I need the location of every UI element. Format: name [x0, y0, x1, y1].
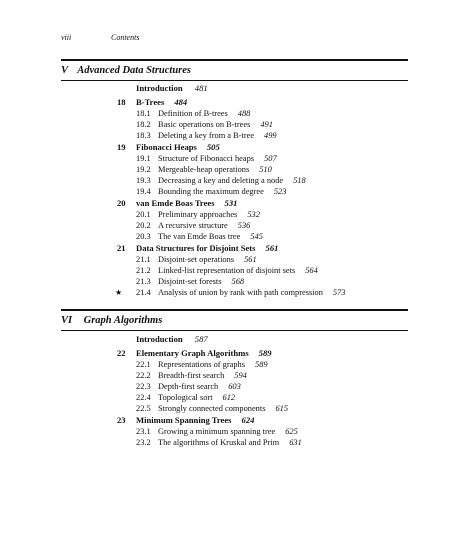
page-folio: viii — [61, 33, 72, 42]
chapter-number: 23 — [117, 415, 126, 425]
section-title: Strongly connected components — [158, 404, 266, 413]
chapter-title: Elementary Graph Algorithms — [136, 348, 249, 358]
section-page: 523 — [273, 187, 287, 196]
section-title: The van Emde Boas tree — [158, 232, 241, 241]
section-number: 21.1 — [136, 255, 151, 264]
section-entry[interactable] — [117, 254, 417, 265]
part-vi-numeral: VI — [61, 315, 73, 326]
section-page: 615 — [275, 404, 289, 413]
chapter-number: 22 — [117, 348, 126, 358]
section-number: 19.1 — [136, 154, 151, 163]
section-title: A recursive structure — [158, 221, 228, 230]
part-v-bottom-rule — [61, 80, 408, 81]
section-entry[interactable] — [117, 265, 417, 276]
section-entry[interactable] — [117, 426, 417, 437]
section-title: Disjoint-set forests — [158, 277, 222, 286]
section-entry[interactable] — [117, 108, 417, 119]
part-vi-title — [61, 315, 408, 326]
section-title: Linked-list representation of disjoint sets — [158, 266, 296, 275]
part-v-title — [61, 65, 408, 76]
section-page: 568 — [231, 277, 245, 286]
section-page: 625 — [285, 427, 298, 436]
section-number: 20.3 — [136, 232, 151, 241]
star-icon: ★ — [115, 288, 123, 297]
chapter-page: 624 — [241, 415, 255, 425]
chapter-heading[interactable] — [117, 414, 417, 426]
part-v-numeral: V — [61, 65, 69, 76]
chapter-title: Fibonacci Heaps — [136, 142, 197, 152]
section-number: 21.3 — [136, 277, 151, 286]
section-number: 21.2 — [136, 266, 151, 275]
chapter-number: 21 — [117, 243, 126, 253]
section-page: 532 — [247, 210, 260, 219]
section-title: Decreasing a key and deleting a node — [158, 176, 284, 185]
section-page: 573 — [332, 288, 346, 297]
introduction-page: 481 — [194, 83, 208, 93]
running-head — [61, 33, 139, 42]
introduction-page: 587 — [194, 334, 208, 344]
chapter-title: Minimum Spanning Trees — [136, 415, 232, 425]
part-v-top-rule — [61, 59, 408, 61]
section-number: 22.1 — [136, 360, 151, 369]
chapter-page: 531 — [224, 198, 238, 208]
section-title: Deleting a key from a B-tree — [158, 131, 255, 140]
section-title: Disjoint-set operations — [158, 255, 235, 264]
section-number: 18.2 — [136, 120, 151, 129]
section-entry[interactable] — [117, 276, 417, 287]
part-vi-top-rule — [61, 309, 408, 311]
section-page: 507 — [264, 154, 277, 163]
section-entry[interactable] — [117, 186, 417, 197]
chapter-number: 18 — [117, 97, 126, 107]
section-number: 22.5 — [136, 404, 151, 413]
chapter-page: 589 — [258, 348, 272, 358]
section-entry[interactable] — [117, 153, 417, 164]
section-entry[interactable] — [117, 231, 417, 242]
section-title: Analysis of union by rank with path compression — [158, 288, 323, 297]
chapter-page: 561 — [265, 243, 279, 253]
section-page: 488 — [237, 109, 251, 118]
part-vi-bottom-rule — [61, 330, 408, 331]
chapter-22 — [117, 347, 417, 414]
section-entry[interactable] — [117, 130, 417, 141]
section-title: Representations of graphs — [158, 360, 245, 369]
section-entry[interactable] — [117, 403, 417, 414]
section-title: The algorithms of Kruskal and Prim — [158, 438, 280, 447]
section-title: Depth-first search — [158, 382, 219, 391]
part-v-title-text: Advanced Data Structures — [77, 65, 192, 76]
section-number: 18.1 — [136, 109, 151, 118]
section-entry[interactable] — [117, 359, 417, 370]
section-entry[interactable] — [117, 220, 417, 231]
part-vi-header — [61, 309, 408, 331]
section-page: 564 — [305, 266, 318, 275]
chapter-18 — [117, 96, 417, 141]
section-page: 491 — [260, 120, 273, 129]
section-page: 561 — [244, 255, 257, 264]
section-entry[interactable] — [117, 370, 417, 381]
introduction-label: Introduction — [136, 83, 183, 93]
part-vi-introduction[interactable] — [136, 334, 208, 344]
chapter-number: 20 — [117, 198, 126, 208]
section-number: 20.1 — [136, 210, 151, 219]
section-entry[interactable] — [117, 175, 417, 186]
chapter-23 — [117, 414, 417, 448]
section-number: 19.3 — [136, 176, 151, 185]
section-number: 21.4 — [136, 288, 151, 297]
section-entry[interactable] — [117, 119, 417, 130]
section-number: 20.2 — [136, 221, 151, 230]
chapter-page: 484 — [174, 97, 188, 107]
section-page: 545 — [250, 232, 263, 241]
section-page: 518 — [293, 176, 306, 185]
section-title: Breadth-first search — [158, 371, 225, 380]
section-entry[interactable] — [117, 164, 417, 175]
section-title: Topological sort — [158, 393, 213, 402]
section-page: 510 — [259, 165, 272, 174]
section-number: 22.3 — [136, 382, 151, 391]
section-title: Definition of B-trees — [158, 109, 228, 118]
chapter-heading[interactable] — [117, 141, 417, 153]
section-number: 18.3 — [136, 131, 151, 140]
section-entry[interactable] — [117, 209, 417, 220]
introduction-label: Introduction — [136, 334, 183, 344]
running-head-title: Contents — [111, 33, 140, 42]
section-number: 22.4 — [136, 393, 151, 402]
chapter-heading[interactable] — [117, 197, 417, 209]
chapter-heading[interactable] — [117, 242, 417, 254]
section-title: Growing a minimum spanning tree — [158, 427, 276, 436]
section-entry[interactable] — [117, 381, 417, 392]
section-page: 603 — [228, 382, 241, 391]
chapter-heading[interactable] — [117, 96, 417, 108]
chapter-21 — [117, 242, 417, 298]
part-v-introduction[interactable] — [136, 83, 208, 93]
chapter-title: Data Structures for Disjoint Sets — [136, 243, 256, 253]
part-v-header — [61, 59, 408, 81]
part-vi-title-text: Graph Algorithms — [83, 315, 163, 326]
section-page: 589 — [255, 360, 268, 369]
section-title: Mergeable-heap operations — [158, 165, 250, 174]
section-page: 499 — [264, 131, 277, 140]
section-number: 23.1 — [136, 427, 151, 436]
section-title: Bounding the maximum degree — [158, 187, 264, 196]
section-title: Structure of Fibonacci heaps — [158, 154, 255, 163]
section-page: 612 — [222, 393, 236, 402]
section-entry[interactable] — [117, 392, 417, 403]
section-page: 594 — [234, 371, 247, 380]
chapter-heading[interactable] — [117, 347, 417, 359]
section-number: 19.4 — [136, 187, 151, 196]
section-entry-starred[interactable] — [117, 287, 417, 298]
chapter-number: 19 — [117, 142, 126, 152]
section-number: 19.2 — [136, 165, 151, 174]
section-title: Basic operations on B-trees — [158, 120, 251, 129]
section-number: 23.2 — [136, 438, 151, 447]
chapter-page: 505 — [206, 142, 220, 152]
chapter-title: van Emde Boas Trees — [136, 198, 215, 208]
section-entry[interactable] — [117, 437, 417, 448]
section-page: 536 — [237, 221, 251, 230]
chapter-title: B-Trees — [136, 97, 165, 107]
section-number: 22.2 — [136, 371, 151, 380]
section-title: Preliminary approaches — [158, 210, 238, 219]
chapter-20 — [117, 197, 417, 242]
chapter-19 — [117, 141, 417, 197]
section-page: 631 — [289, 438, 302, 447]
